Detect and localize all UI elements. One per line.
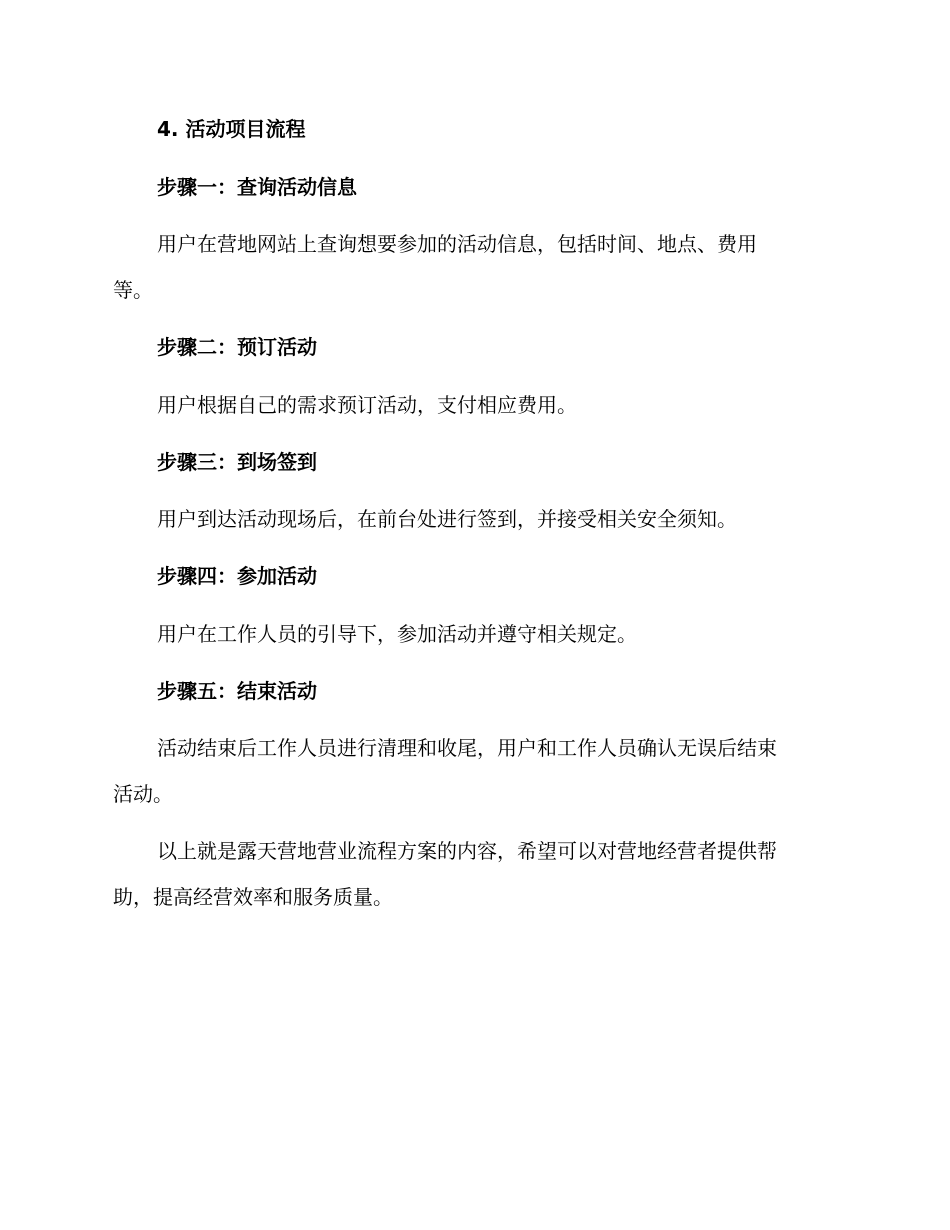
step-4-heading: 步骤四：参加活动 xyxy=(157,564,317,588)
step-2-body-line-1: 用户根据自己的需求预订活动，支付相应费用。 xyxy=(157,393,577,417)
step-1-body-line-2: 等。 xyxy=(113,278,153,302)
step-5-body-line-1: 活动结束后工作人员进行清理和收尾，用户和工作人员确认无误后结束 xyxy=(157,736,777,760)
step-1-body-line-1: 用户在营地网站上查询想要参加的活动信息，包括时间、地点、费用 xyxy=(157,232,757,256)
step-1-heading: 步骤一：查询活动信息 xyxy=(157,175,357,199)
step-5-body-line-2: 活动。 xyxy=(113,782,173,806)
conclusion-line-1: 以上就是露天营地营业流程方案的内容，希望可以对营地经营者提供帮 xyxy=(157,839,777,863)
step-4-body-line-1: 用户在工作人员的引导下，参加活动并遵守相关规定。 xyxy=(157,622,637,646)
step-3-body-line-1: 用户到达活动现场后，在前台处进行签到，并接受相关安全须知。 xyxy=(157,507,737,531)
conclusion-line-2: 助，提高经营效率和服务质量。 xyxy=(113,885,393,909)
step-2-heading: 步骤二：预订活动 xyxy=(157,335,317,359)
section-title: 4. 活动项目流程 xyxy=(157,117,306,141)
step-3-heading: 步骤三：到场签到 xyxy=(157,450,317,474)
step-5-heading: 步骤五：结束活动 xyxy=(157,679,317,703)
